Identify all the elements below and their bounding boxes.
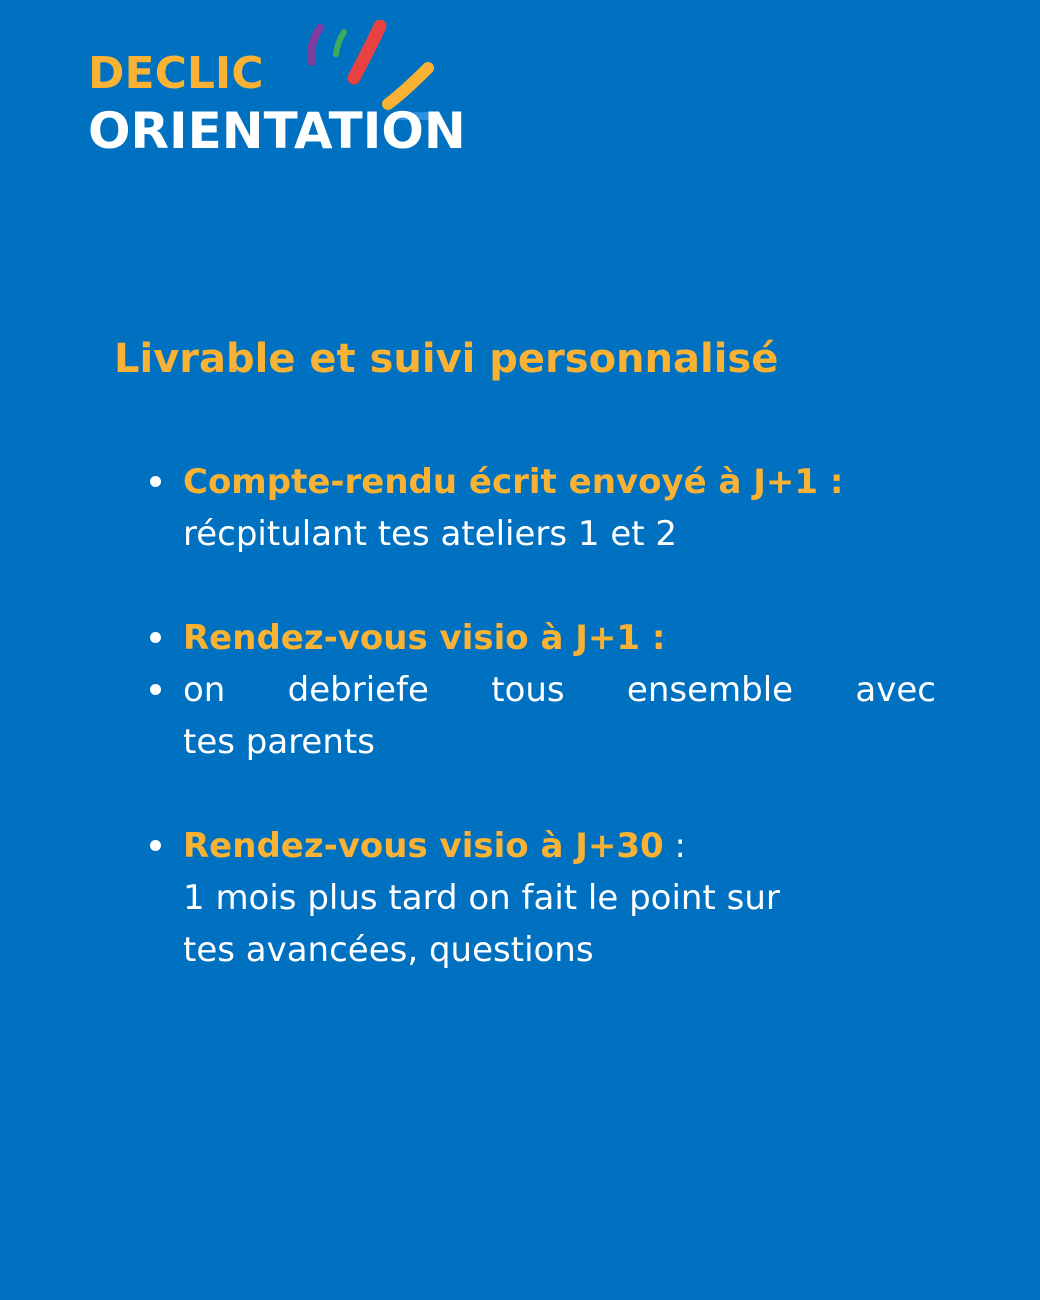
section-title: Livrable et suivi personnalisé <box>114 336 779 382</box>
logo-word-declic: DECLIC <box>88 48 264 99</box>
item-heading: Rendez-vous visio à J+1 : <box>183 618 666 658</box>
logo-ray-red <box>354 26 380 78</box>
item-text-line-2: tes parents <box>183 722 375 762</box>
bullet-icon <box>150 684 161 695</box>
item-heading-line <box>183 820 936 872</box>
logo-word-orientation: ORIENTATION <box>88 102 466 160</box>
item-text: récpitulant tes ateliers 1 et 2 <box>183 514 678 554</box>
item-word: on <box>183 670 226 710</box>
item-word: avec <box>855 670 936 710</box>
logo-ray-purple <box>311 28 320 62</box>
item-text-line-1 <box>183 664 936 716</box>
bullet-icon <box>150 476 161 487</box>
bullet-icon <box>150 840 161 851</box>
item-word: tous <box>491 670 565 710</box>
brand-logo <box>88 36 488 166</box>
item-text-line-1: 1 mois plus tard on fait le point sur <box>183 878 780 918</box>
item-heading: Rendez-vous visio à J+30 <box>183 826 664 866</box>
item-word: ensemble <box>626 670 794 710</box>
logo-ray-orange <box>388 68 428 104</box>
item-heading: Compte-rendu écrit envoyé à J+1 : <box>183 462 844 502</box>
bullet-icon <box>150 632 161 643</box>
logo-ray-green <box>336 32 344 54</box>
item-word: debriefe <box>287 670 429 710</box>
item-heading-suffix: : <box>663 826 686 866</box>
item-text-line-2: tes avancées, questions <box>183 930 594 970</box>
